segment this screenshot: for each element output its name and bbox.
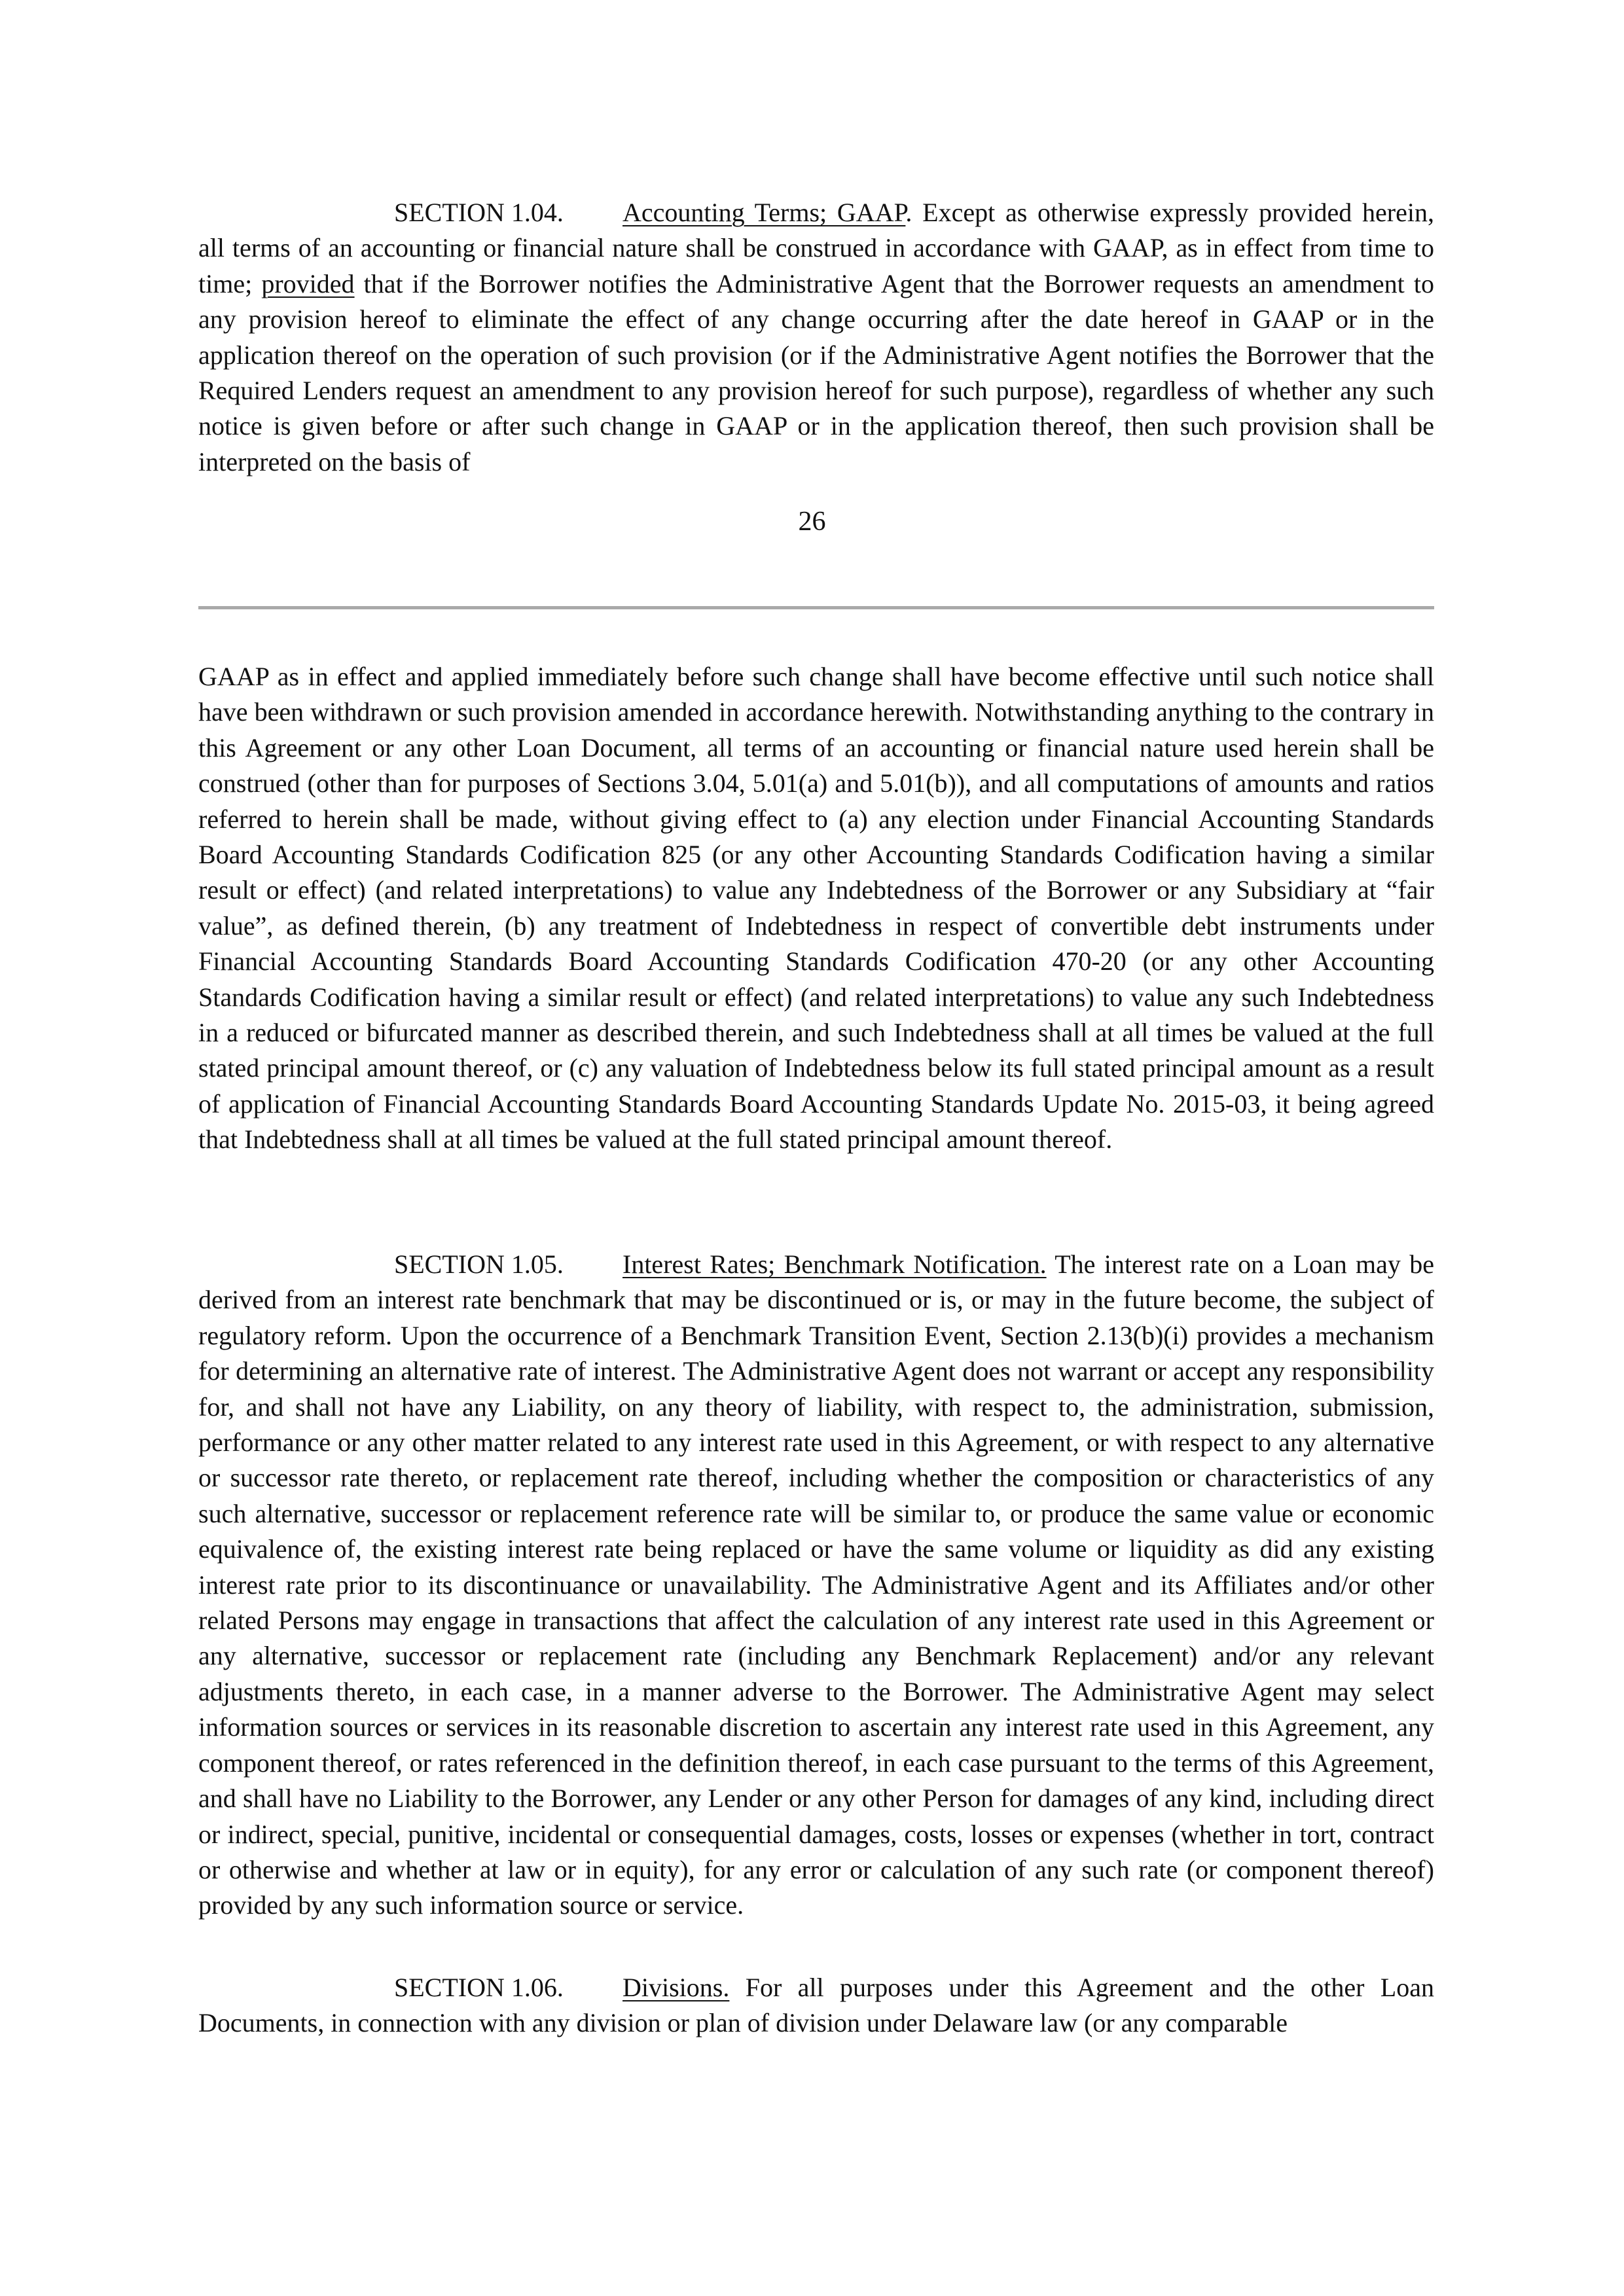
section-heading: Divisions. bbox=[623, 1973, 730, 2002]
page-number: 26 bbox=[798, 507, 826, 537]
section-text: that if the Borrower notifies the Administrative Agent that the Borrower requests an amendment to any provision hereof to eliminate the effect of any change occurring after the date hereof in GAAP or in the application thereof on the operation of such provision (or if the Administrative Agent notifies the Borrower that the Required Lenders request an amendment to any provision hereof for such purpose), regardless of whether any such notice is given before or after such change in GAAP or in the application thereof, then such provision shall be interpreted on the basis of bbox=[198, 268, 1434, 476]
section-text: For all purposes under this Agreement and the other Loan Documents, in connection with any division or plan of division under Delaware law (or any comparable bbox=[198, 1973, 1434, 2038]
provided-term: provided bbox=[261, 268, 355, 298]
section-heading: Interest Rates; Benchmark Notification. bbox=[623, 1249, 1047, 1279]
section-number: SECTION 1.06. bbox=[394, 1973, 564, 2002]
section-text: The interest rate on a Loan may be derived from an interest rate benchmark that may be discontinued or is, or may in the future become, the subject of regulatory reform. Upon the occurrence of a Benchmark Transition Event, Section 2.13(b)(i) provides a mechanism for determining an alternative rate of interest. The Administrative Agent does not warrant or accept any responsibility for, and shall not have any Liability, on any theory of liability, with respect to, the administration, submission, performance or any other matter related to any interest rate used in this Agreement, or with respect to any alternative or successor rate thereto, or replacement rate thereof, including whether the composition or characteristics of any such alternative, successor or replacement reference rate will be similar to, or produce the same value or economic equivalence of, the existing interest rate being replaced or have the same volume or liquidity as did any existing interest rate prior to its discontinuance or unavailability. The Administrative Agent and its Affiliates and/or other related Persons may engage in transactions that affect the calculation of any interest rate used in this Agreement or any alternative, successor or replacement rate (including any Benchmark Replacement) and/or any relevant adjustments thereto, in each case, in a manner adverse to the Borrower. The Administrative Agent may select information sources or services in its reasonable discretion to ascertain any interest rate used in this Agreement, any component thereof, or rates referenced in the definition thereof, in each case pursuant to the terms of this Agreement, and shall have no Liability to the Borrower, any Lender or any other Person for damages of any kind, including direct or indirect, special, punitive, incidental or consequential damages, costs, losses or expenses (whether in tort, contract or otherwise and whether at law or in equity), for any error or calculation of any such rate (or component thereof) provided by any such information source or service. bbox=[198, 1249, 1435, 1920]
section-1-05-paragraph bbox=[198, 1247, 1434, 1924]
section-text: . Except as otherwise expressly provided herein, all terms of an accounting or financial nature shall be construed in accordance with GAAP, as in effect from time to time; bbox=[198, 198, 1434, 298]
section-heading: Accounting Terms; GAAP bbox=[623, 198, 906, 227]
section-1-04-paragraph bbox=[198, 195, 1434, 480]
gaap-continuation-paragraph: GAAP as in effect and applied immediately before such change shall have become effective until such notice shall have been withdrawn or such provision amended in accordance herewith. Notwithstanding anything to the contrary in this Agreement or any other Loan Document, all terms of an accounting or financial nature used herein shall be construed (other than for purposes of Sections 3.04, 5.01(a) and 5.01(b)), and all computations of amounts and ratios referred to herein shall be made, without giving effect to (a) any election under Financial Accounting Standards Board Accounting Standards Codification 825 (or any other Accounting Standards Codification having a similar result or effect) (and related interpretations) to value any Indebtedness of the Borrower or any Subsidiary at “fair value”, as defined therein, (b) any treatment of Indebtedness in respect of convertible debt instruments under Financial Accounting Standards Board Accounting Standards Codification 470-20 (or any other Accounting Standards Codification having a similar result or effect) (and related interpretations) to value any such Indebtedness in a reduced or bifurcated manner as described therein, and such Indebtedness shall at all times be valued at the full stated principal amount thereof, or (c) any valuation of Indebtedness below its full stated principal amount as a result of application of Financial Accounting Standards Board Accounting Standards Update No. 2015-03, it being agreed that Indebtedness shall at all times be valued at the full stated principal amount thereof. bbox=[198, 662, 1434, 1155]
page-break-divider bbox=[198, 606, 1434, 609]
section-number: SECTION 1.05. bbox=[394, 1249, 564, 1279]
section-number: SECTION 1.04. bbox=[394, 198, 564, 227]
section-1-06-paragraph bbox=[198, 1970, 1434, 2041]
